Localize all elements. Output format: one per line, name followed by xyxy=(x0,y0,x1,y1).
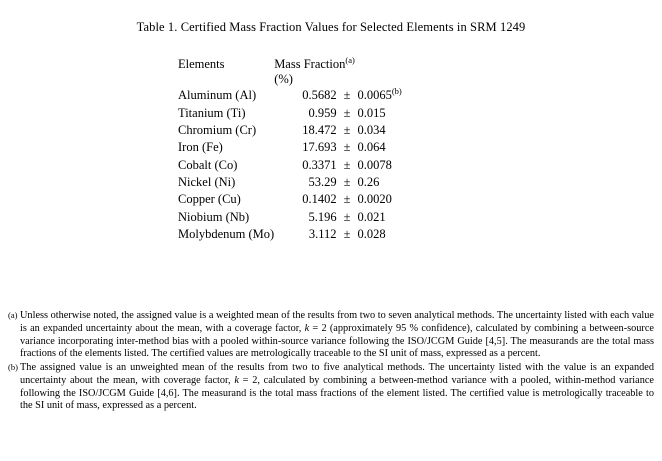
row-element-name: Aluminum (Al) xyxy=(178,88,257,103)
row-element-name: Molybdenum (Mo) xyxy=(178,227,275,242)
table-row xyxy=(178,191,402,208)
row-plus-minus: ± xyxy=(343,227,351,242)
row-value: 0.3371 xyxy=(302,157,337,172)
row-uncertainty: 0.021 xyxy=(357,209,386,224)
column-header-units: (%) xyxy=(274,72,293,86)
table-row xyxy=(178,122,402,139)
column-header-mass-fraction xyxy=(274,54,402,72)
table-units-row xyxy=(178,72,402,87)
row-uncertainty: 0.015 xyxy=(357,105,386,120)
footnote-a-text-part1: Unless otherwise noted, the assigned value is a weighted mean of the results from two to seven analytical methods. The uncertainty listed with each value is an expanded uncertainty about the mean, with a coverage factor, xyxy=(20,310,654,334)
row-value: 0.5682 xyxy=(302,88,337,103)
row-element-name: Nickel (Ni) xyxy=(178,175,236,190)
row-uncertainty: 0.26 xyxy=(357,175,380,190)
row-plus-minus: ± xyxy=(343,88,351,103)
row-value: 53.29 xyxy=(308,175,337,190)
footnote-b-text-part1: The assigned value is an unweighted mean of the results from two to five analytical methods. The uncertainty listed with the value is an expanded uncertainty about the mean, with coverage factor, xyxy=(20,362,654,386)
footnote-a-italic-k: k xyxy=(304,322,310,334)
footnote-a xyxy=(8,310,654,361)
table-row xyxy=(178,174,402,191)
row-uncertainty: 0.0078 xyxy=(357,157,392,172)
row-plus-minus: ± xyxy=(343,157,351,172)
table-body xyxy=(178,87,402,243)
row-uncertainty: 0.064 xyxy=(357,140,386,155)
footnotes-section xyxy=(8,310,654,414)
row-element-name: Chromium (Cr) xyxy=(178,122,257,137)
row-element-name: Iron (Fe) xyxy=(178,140,223,155)
row-element-name: Niobium (Nb) xyxy=(178,209,250,224)
column-header-mass-fraction-label: Mass Fraction xyxy=(274,57,346,71)
row-plus-minus: ± xyxy=(343,192,351,207)
table-row xyxy=(178,139,402,156)
table-row xyxy=(178,104,402,121)
table-title: Table 1. Certified Mass Fraction Values for Selected Elements in SRM 1249 xyxy=(136,20,526,34)
column-header-elements-units-spacer xyxy=(178,72,274,87)
table-row xyxy=(178,226,402,243)
table-row xyxy=(178,157,402,174)
column-header-mass-fraction-footnote-marker: (a) xyxy=(345,54,355,65)
row-uncertainty: 0.028 xyxy=(357,227,386,242)
row-value: 5.196 xyxy=(308,209,337,224)
row-uncertainty: 0.034 xyxy=(357,122,386,137)
footnote-b-marker: (b) xyxy=(8,362,18,373)
row-element-name: Titanium (Ti) xyxy=(178,105,246,120)
row-value: 3.112 xyxy=(308,227,337,242)
row-plus-minus: ± xyxy=(343,105,351,120)
row-element-name: Copper (Cu) xyxy=(178,192,241,207)
row-plus-minus: ± xyxy=(343,209,351,224)
row-footnote-marker: (b) xyxy=(391,86,402,97)
row-value: 17.693 xyxy=(302,140,337,155)
table-row xyxy=(178,87,402,104)
row-value: 18.472 xyxy=(302,122,337,137)
footnote-b-italic-k: k xyxy=(234,374,239,386)
table-container xyxy=(0,54,662,243)
row-plus-minus: ± xyxy=(343,140,351,155)
row-value: 0.1402 xyxy=(302,192,337,207)
footnote-a-marker: (a) xyxy=(8,310,18,320)
row-plus-minus: ± xyxy=(343,122,351,137)
table-header xyxy=(178,54,402,87)
row-uncertainty: 0.0020 xyxy=(357,192,392,207)
row-plus-minus: ± xyxy=(343,175,351,190)
row-uncertainty xyxy=(357,87,401,104)
row-uncertainty-value: 0.0065 xyxy=(357,88,392,103)
footnote-a-text-part2: = 2 (approximately 95 % confidence), calculated by combining a between-source variance incorporating inter-method bias with a pooled within-source variance following the ISO/JCGM Guide [4,5]. The measurands are the total mass fractions of the elements listed. The certified values are metrologically traceable to the SI unit of mass, expressed as a percent. xyxy=(20,322,654,360)
column-header-elements: Elements xyxy=(178,57,225,71)
document-page xyxy=(0,20,662,461)
row-element-name: Cobalt (Co) xyxy=(178,157,238,172)
row-value: 0.959 xyxy=(308,105,337,120)
footnote-b-text-part2: = 2, calculated by combining a between-method variance with a pooled, within-method variance following the ISO/JCGM Guide [4,6]. The measurand is the total mass fractions of the element listed. The certified value is metrologically traceable to the SI unit of mass, expressed as a percent. xyxy=(20,374,654,412)
table-row xyxy=(178,209,402,226)
table-header-row xyxy=(178,57,402,72)
certified-values-table xyxy=(178,54,402,243)
footnote-b xyxy=(8,362,654,413)
